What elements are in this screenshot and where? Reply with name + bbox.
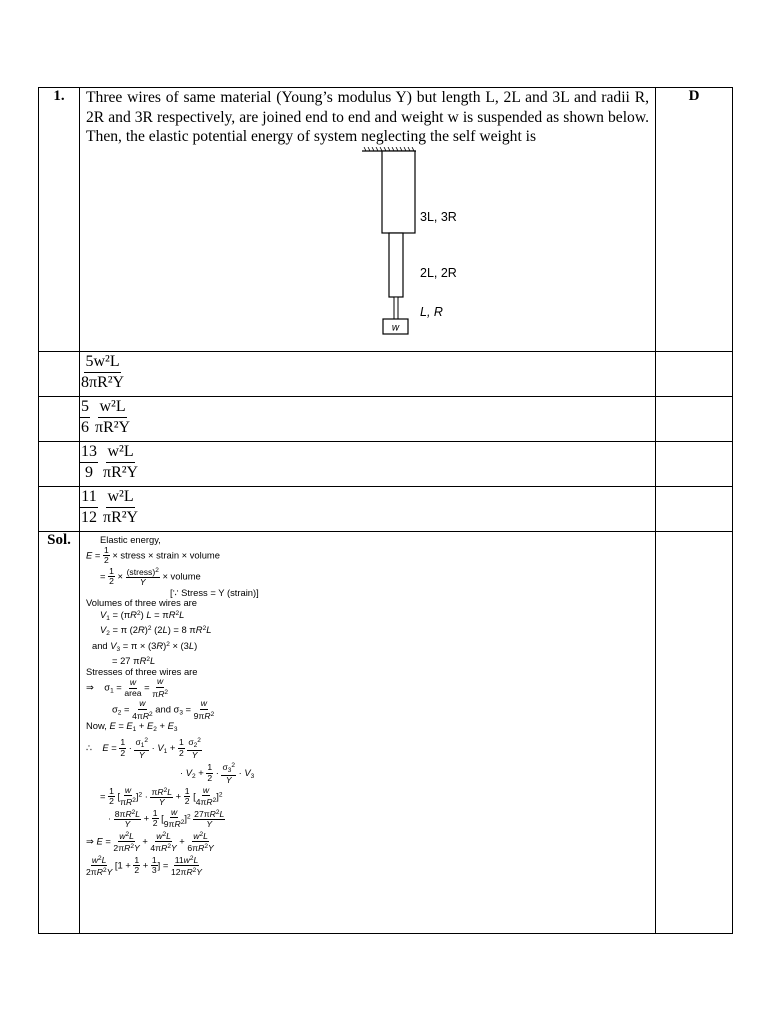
- option-2[interactable]: [80, 397, 656, 442]
- option-4-fraction: $\frac{\text{w²L}}{\text{πR²Y}}$: [103, 488, 139, 526]
- wire-3l-3r: [382, 151, 415, 233]
- option-1[interactable]: [80, 352, 656, 397]
- solution-body: Elastic energy, E = $\frac{1}{2}$ × stress × strain × volume = $\frac{1}{2}$ × (stress)$^2$ Y × volume [∵ Stress = Y (strain)] Volumes of three wires are $V_1 = (\pi R^2) L = \pi R^2L$ $V_2 = \pi$ $(2R)^2$ (2L) = 8 $\pi R^2L$ and $V_3 = \pi \times (3R)^2 \times (3L)$ = 27 $\pi R^2L$ Stresses of three wires are ⇒ $\sigma_1$ = w area = $\frac{w}{\pi R^2}$ $\sigma_2$ = $\frac{w}{4\pi R^2}$ and $\sigma_3$ = $\frac{w}{9\pi R^2}$ Now, $E = E_1 + E_2 + E_3$ ∴ E = $\frac{1}{2}$ · $\frac{\sigma_1^2}{Y}$ · $V_1$ + $\frac{1}{2}$ $\frac{\sigma_2^2}{Y}$ · $V_2$ + $\frac{1}{2}$ · $\frac{\sigma_3^2}{Y}$ · $V_3$ = $\frac{1}{2}$ [ $\frac{w}{\pi R^2}$ ]$^2$ · $\frac{\pi R^2L}{Y}$ + $\frac{1}{2}$ [ $\frac{w}{4\pi R^2}$ ]$^2$ · $\frac{8\pi R^2L}{Y}$ + $\frac{1}{2}$ [ $\frac{w}{9\pi R^2}$ ]$^2$ $\frac{27\pi R^2L}{Y}$ ⇒ E = $\frac{w^2L}{2\pi R^2Y}$ + $\frac{w^2L}{4\pi R^2Y}$ + $\frac{w^2L}{6\pi R^2Y}$ $\frac{w^2L}{2\pi R^2Y}$ [1 + $\frac{1}{2}$ + $\frac{1}{3}$ ] = $\frac{11w^2L}{12\pi R^2Y}$: [86, 534, 259, 877]
- option-2-coefficient: $\frac{5}{6}$: [81, 398, 89, 436]
- solution-cell: [80, 532, 656, 934]
- option-3-coefficient: $\frac{13}{9}$: [81, 443, 97, 481]
- solution-row: [39, 532, 733, 934]
- option-2-fraction: $\frac{\text{w²L}}{\text{πR²Y}}$: [95, 398, 131, 436]
- option-4-coefficient: $\frac{11}{12}$: [81, 488, 97, 526]
- question-cell: [80, 88, 656, 352]
- question-row: [39, 88, 733, 352]
- option-3-fraction: $\frac{\text{w²L}}{\text{πR²Y}}$: [103, 443, 139, 481]
- svg-text:3L, 3R: 3L, 3R: [420, 209, 457, 224]
- svg-text:L, R: L, R: [420, 304, 443, 319]
- option-row-2: [39, 397, 733, 442]
- solution-label: Sol.: [39, 532, 80, 934]
- wire-diagram: [80, 147, 656, 339]
- option-1-fraction: $\frac{\text{5w²L}}{\text{8πR²Y}}$: [81, 353, 125, 391]
- wire-figure: [80, 147, 655, 339]
- question-table: [38, 87, 733, 934]
- question-number: 1.: [39, 88, 80, 352]
- wire-l-r: [394, 297, 398, 319]
- option-row-1: [39, 352, 733, 397]
- option-4[interactable]: [80, 487, 656, 532]
- svg-text:w: w: [391, 322, 400, 333]
- wire-2l-2r: [389, 233, 403, 297]
- option-3[interactable]: [80, 442, 656, 487]
- answer-key: D: [656, 88, 733, 352]
- question-text: Three wires of same material (Young’s modulus Y) but length L, 2L and 3L and radii R, 2R and 3R respectively, are joined end to end and weight w is suspended as shown below. Then, the elastic potential energy of system neglecting the self weight is: [86, 89, 649, 145]
- option-row-3: [39, 442, 733, 487]
- svg-text:2L, 2R: 2L, 2R: [420, 265, 457, 280]
- option-row-4: [39, 487, 733, 532]
